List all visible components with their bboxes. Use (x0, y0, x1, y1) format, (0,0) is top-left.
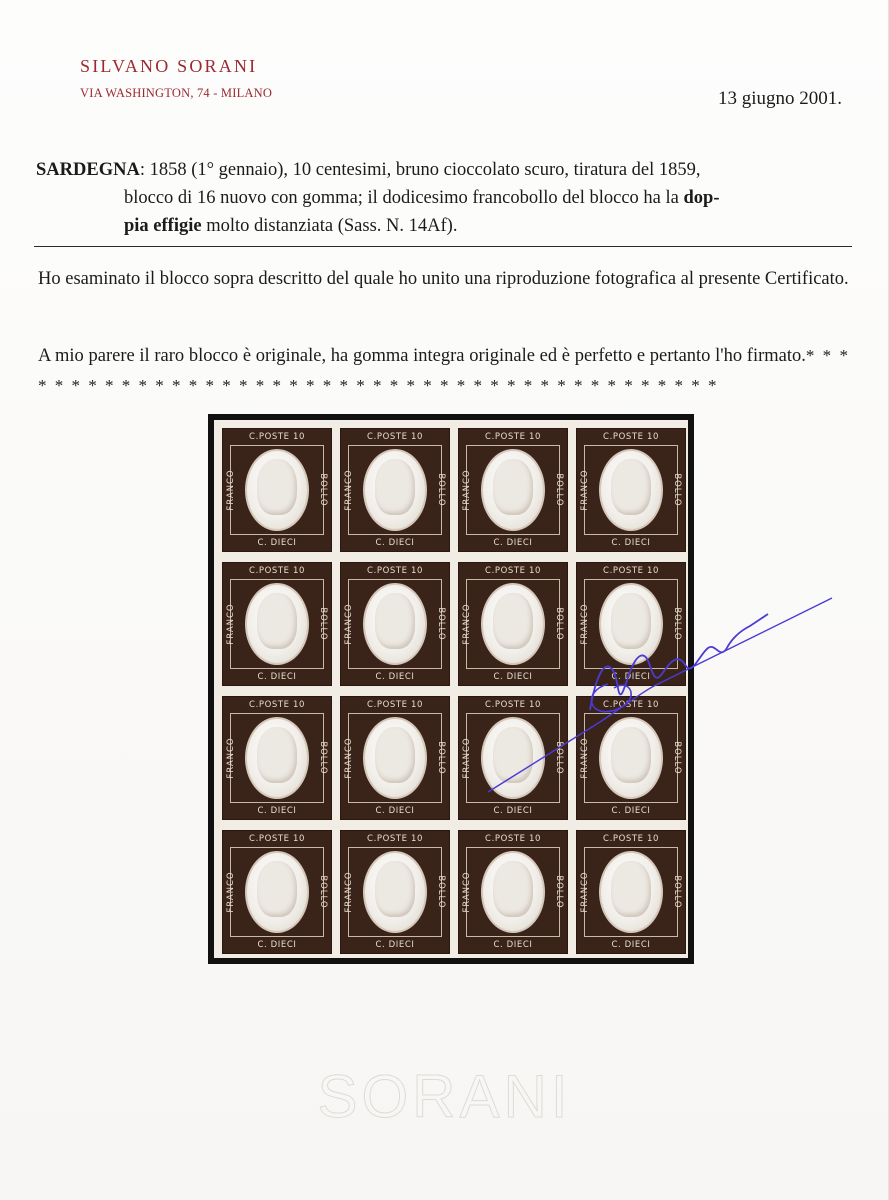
stamp-right-text: BOLLO (318, 875, 328, 909)
stamp-bottom-text: C. DIECI (375, 806, 415, 816)
stamp-right-text: BOLLO (436, 741, 446, 775)
stamp-block-photo (208, 414, 694, 964)
stamp-right-text: BOLLO (318, 473, 328, 507)
stamp-top-text: C.POSTE 10 (367, 432, 423, 442)
paragraph-opinion (38, 341, 850, 401)
stamp-left-text: FRANCO (344, 469, 354, 511)
stamp (340, 830, 450, 954)
effigy-icon (375, 593, 415, 649)
stamp-bottom-text: C. DIECI (611, 940, 651, 950)
description-line-3 (36, 212, 850, 240)
stamp-left-text: FRANCO (580, 469, 590, 511)
stamp (576, 428, 686, 552)
stamp-left-text: FRANCO (462, 469, 472, 511)
stamp-bottom-text: C. DIECI (375, 940, 415, 950)
stamp-top-text: C.POSTE 10 (603, 700, 659, 710)
stamp-left-text: FRANCO (344, 603, 354, 645)
stamp-bottom-text: C. DIECI (257, 672, 297, 682)
letterhead-address: VIA WASHINGTON, 74 - MILANO (80, 86, 273, 100)
effigy-icon (257, 727, 297, 783)
stamp-top-text: C.POSTE 10 (249, 432, 305, 442)
stamp-left-text: FRANCO (344, 737, 354, 779)
effigy-icon (375, 727, 415, 783)
stamp-right-text: BOLLO (554, 473, 564, 507)
stamp-top-text: C.POSTE 10 (249, 700, 305, 710)
stamp-block (214, 420, 688, 958)
stamp (576, 562, 686, 686)
stamp-bottom-text: C. DIECI (375, 538, 415, 548)
stamp-bottom-text: C. DIECI (493, 806, 533, 816)
effigy-icon (493, 459, 533, 515)
stamp (576, 696, 686, 820)
stamp (458, 830, 568, 954)
stamp-right-text: BOLLO (436, 473, 446, 507)
stamp-bottom-text: C. DIECI (493, 940, 533, 950)
watermark: SORANI (317, 1063, 572, 1130)
stamp-bottom-text: C. DIECI (611, 806, 651, 816)
stamp-bottom-text: C. DIECI (257, 940, 297, 950)
stamp-left-text: FRANCO (580, 603, 590, 645)
stamp (340, 428, 450, 552)
stamp-bottom-text: C. DIECI (493, 538, 533, 548)
effigy-icon (493, 727, 533, 783)
stamp-bottom-text: C. DIECI (257, 806, 297, 816)
stamp-bottom-text: C. DIECI (611, 538, 651, 548)
description-line-2 (36, 184, 850, 212)
stamp (576, 830, 686, 954)
stamp-left-text: FRANCO (226, 737, 236, 779)
country-name: SARDEGNA (36, 160, 140, 180)
stamp (458, 562, 568, 686)
stamp-left-text: FRANCO (580, 737, 590, 779)
stamp-left-text: FRANCO (226, 871, 236, 913)
stamp-right-text: BOLLO (554, 741, 564, 775)
paragraph-examination: Ho esaminato il blocco sopra descritto del quale ho unito una riproduzione fotografica al presente Certificato. (38, 269, 849, 289)
stamp-bottom-text: C. DIECI (375, 672, 415, 682)
effigy-icon (257, 593, 297, 649)
stamp-top-text: C.POSTE 10 (249, 566, 305, 576)
stamp-right-text: BOLLO (672, 607, 682, 641)
effigy-icon (493, 593, 533, 649)
description-line-1-text: : 1858 (1° gennaio), 10 centesimi, bruno cioccolato scuro, tiratura del 1859, (139, 160, 701, 180)
effigy-icon (611, 459, 651, 515)
stamp-top-text: C.POSTE 10 (485, 432, 541, 442)
stamp (458, 428, 568, 552)
stamp (222, 696, 332, 820)
divider (34, 246, 852, 247)
stamp-right-text: BOLLO (554, 607, 564, 641)
description-bold-1: dop- (683, 188, 720, 208)
stamp-bottom-text: C. DIECI (493, 672, 533, 682)
effigy-icon (375, 459, 415, 515)
stamp-left-text: FRANCO (462, 603, 472, 645)
effigy-icon (611, 593, 651, 649)
effigy-icon (493, 861, 533, 917)
opinion-text: A mio parere il raro blocco è originale, ha gomma integra originale ed è perfetto e pertanto l'ho firmato. (38, 346, 806, 366)
stamp-right-text: BOLLO (436, 875, 446, 909)
stamp (222, 830, 332, 954)
stamp (458, 696, 568, 820)
stamp-top-text: C.POSTE 10 (485, 566, 541, 576)
description-line-2-text: blocco di 16 nuovo con gomma; il dodicesimo francobollo del blocco ha la (124, 188, 684, 208)
stamp-right-text: BOLLO (672, 741, 682, 775)
effigy-icon (257, 459, 297, 515)
stamp-left-text: FRANCO (462, 737, 472, 779)
certificate-date: 13 giugno 2001. (717, 88, 842, 109)
stamp-left-text: FRANCO (226, 603, 236, 645)
stamp-top-text: C.POSTE 10 (485, 834, 541, 844)
stamp-right-text: BOLLO (672, 473, 682, 507)
stamp-right-text: BOLLO (436, 607, 446, 641)
description-bold-2: pia effigie (124, 216, 202, 236)
stamp-description (36, 156, 850, 240)
stamp-right-text: BOLLO (318, 741, 328, 775)
stamp (340, 696, 450, 820)
stamp-left-text: FRANCO (580, 871, 590, 913)
description-line-3-text: molto distanziata (Sass. N. 14Af). (201, 216, 458, 236)
stamp (222, 428, 332, 552)
stamp (222, 562, 332, 686)
letterhead-name: SILVANO SORANI (80, 56, 258, 76)
stamp-top-text: C.POSTE 10 (367, 700, 423, 710)
effigy-icon (257, 861, 297, 917)
stamp-left-text: FRANCO (226, 469, 236, 511)
stamp-left-text: FRANCO (462, 871, 472, 913)
stamp-right-text: BOLLO (554, 875, 564, 909)
stamp-top-text: C.POSTE 10 (603, 834, 659, 844)
stamp-top-text: C.POSTE 10 (603, 566, 659, 576)
stamp-top-text: C.POSTE 10 (367, 566, 423, 576)
description-line-1 (36, 156, 850, 184)
stamp-top-text: C.POSTE 10 (603, 432, 659, 442)
stamp-top-text: C.POSTE 10 (249, 834, 305, 844)
effigy-icon (611, 727, 651, 783)
stamp-bottom-text: C. DIECI (611, 672, 651, 682)
stamp (340, 562, 450, 686)
effigy-icon (375, 861, 415, 917)
effigy-icon (611, 861, 651, 917)
stamp-left-text: FRANCO (344, 871, 354, 913)
stamp-top-text: C.POSTE 10 (485, 700, 541, 710)
stamp-right-text: BOLLO (672, 875, 682, 909)
stamp-bottom-text: C. DIECI (257, 538, 297, 548)
stamp-top-text: C.POSTE 10 (367, 834, 423, 844)
star-line: * * * * * * * * * * * * * * * * * * * * * * * * * * * * * * * * * * * * * * * * * * * * (38, 346, 850, 395)
stamp-right-text: BOLLO (318, 607, 328, 641)
